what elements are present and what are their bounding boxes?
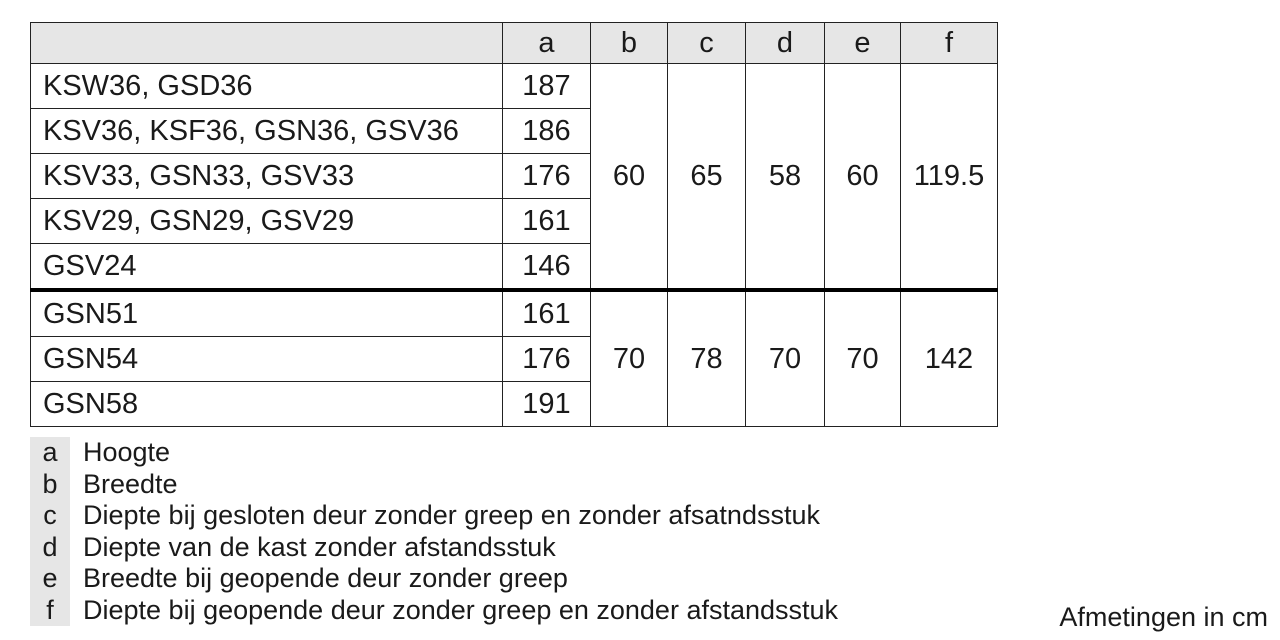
height-cell: 187 <box>503 64 591 109</box>
depth-open-cell: 142 <box>901 290 998 427</box>
height-cell: 146 <box>503 244 591 291</box>
header-e: e <box>825 23 901 64</box>
model-cell: GSN54 <box>31 337 503 382</box>
depth-open-cell: 119.5 <box>901 64 998 291</box>
depth-closed-cell: 78 <box>668 290 746 427</box>
legend-text: Breedte <box>83 468 178 499</box>
dimensions-table <box>30 22 998 427</box>
header-model <box>31 23 503 64</box>
header-row <box>31 23 998 64</box>
legend-text: Diepte bij gesloten deur zonder greep en zonder afsatndsstuk <box>83 500 820 530</box>
model-cell: GSN58 <box>31 382 503 427</box>
units-note: Afmetingen in cm <box>1059 602 1268 632</box>
width-cell: 70 <box>591 290 668 427</box>
legend-key: b <box>30 469 70 501</box>
header-b: b <box>591 23 668 64</box>
legend-key: d <box>30 532 70 564</box>
header-c: c <box>668 23 746 64</box>
width-open-cell: 70 <box>825 290 901 427</box>
legend-text: Diepte bij geopende deur zonder greep en zonder afstandsstuk <box>83 594 839 625</box>
height-cell: 176 <box>503 154 591 199</box>
model-cell: KSW36, GSD36 <box>31 64 503 109</box>
header-a: a <box>503 23 591 64</box>
legend-item <box>30 563 838 595</box>
cabinet-depth-cell: 70 <box>746 290 825 427</box>
legend-item <box>30 595 838 627</box>
height-cell: 186 <box>503 109 591 154</box>
legend-item <box>30 437 838 469</box>
legend-text: Hoogte <box>83 437 171 467</box>
model-cell: GSN51 <box>31 290 503 337</box>
legend-key: a <box>30 437 70 469</box>
legend-item <box>30 532 838 564</box>
model-cell: KSV29, GSN29, GSV29 <box>31 199 503 244</box>
legend-item <box>30 500 838 532</box>
legend-item <box>30 469 838 501</box>
cabinet-depth-cell: 58 <box>746 64 825 291</box>
header-f: f <box>901 23 998 64</box>
model-cell: KSV36, KSF36, GSN36, GSV36 <box>31 109 503 154</box>
height-cell: 176 <box>503 337 591 382</box>
height-cell: 161 <box>503 290 591 337</box>
depth-closed-cell: 65 <box>668 64 746 291</box>
table-row <box>31 64 998 109</box>
model-cell: KSV33, GSN33, GSV33 <box>31 154 503 199</box>
height-cell: 161 <box>503 199 591 244</box>
legend-key: e <box>30 563 70 595</box>
height-cell: 191 <box>503 382 591 427</box>
width-cell: 60 <box>591 64 668 291</box>
legend-key: c <box>30 500 70 532</box>
model-cell: GSV24 <box>31 244 503 291</box>
table-row <box>31 290 998 337</box>
legend-key: f <box>30 595 70 627</box>
legend-text: Breedte bij geopende deur zonder greep <box>83 563 568 593</box>
legend-text: Diepte van de kast zonder afstandsstuk <box>83 531 556 562</box>
header-d: d <box>746 23 825 64</box>
dimension-legend <box>30 437 838 626</box>
width-open-cell: 60 <box>825 64 901 291</box>
